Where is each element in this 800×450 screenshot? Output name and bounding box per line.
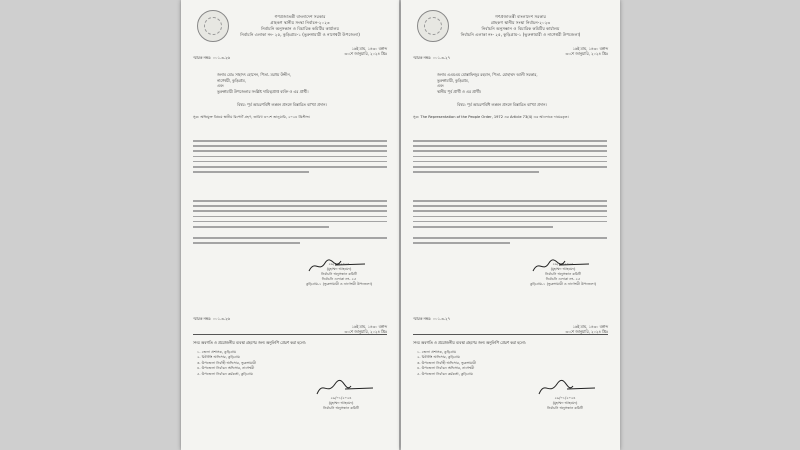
signature-block-2 bbox=[301, 396, 381, 411]
cc-list bbox=[417, 350, 587, 377]
footer-date-english: ৩০শে জানুয়ারি, ২০২৪ খ্রিঃ bbox=[344, 329, 387, 334]
footer-memo-number: স্মারক নম্বর: ০০১.৩-২৬ bbox=[193, 316, 230, 321]
addressee-line: ভুরুঙ্গামারী, কুড়িগ্রাম, bbox=[437, 77, 469, 83]
signature-image bbox=[533, 378, 603, 398]
signatory-title: কুড়িগ্রাম-১ (ভুরুঙ্গামারী ও নাগেশ্বরী উপজেলা) bbox=[529, 282, 597, 286]
signatory-name: (মুহাম্মদ আহমেদ) bbox=[552, 401, 578, 405]
letter-left bbox=[181, 0, 399, 450]
body-paragraph-1 bbox=[413, 140, 607, 176]
signature-date: ২৯/০১/২০২৪ bbox=[552, 262, 574, 266]
date-english: ৩০শে জানুয়ারি, ২০২৪ খ্রিঃ bbox=[344, 51, 387, 56]
footer-date-english: ৩০শে জানুয়ারি, ২০২৪ খ্রিঃ bbox=[565, 329, 608, 334]
addressee bbox=[437, 72, 587, 94]
header-line: নির্বাচনি অনুসন্ধান ও বিচারিক কমিটির কার্যালয় bbox=[261, 26, 339, 31]
header-line: গণপ্রজাতন্ত্রী বাংলাদেশ সরকার bbox=[495, 14, 546, 19]
signatory-title: নির্বাচনি এলাকা নং- ২৫ bbox=[545, 277, 581, 281]
date-block bbox=[327, 46, 387, 56]
date-bangla: ১৬ই মাঘ, ১৪৩০ বঙ্গাব্দ bbox=[351, 46, 387, 51]
letter-right bbox=[401, 0, 620, 450]
signature-date: ২৯/০১/২০২৪ bbox=[330, 396, 352, 400]
date-bangla: ১৬ই মাঘ, ১৪৩০ বঙ্গাব্দ bbox=[572, 46, 608, 51]
subject-line: বিষয়: পূর্ব আচরণবিধি লঙ্ঘন প্রসঙ্গে বিস্তারিত ব্যাখ্যা প্রদান। bbox=[237, 102, 327, 107]
signature-image bbox=[311, 378, 381, 398]
header-line: নির্বাচনি অনুসন্ধান ও বিচারিক কমিটির কার্যালয় bbox=[481, 26, 560, 31]
body-paragraph-2 bbox=[193, 200, 387, 231]
reference-line: সূত্র: The Representation of the People Order, 1972 এর Article 73(4) এর আলোকে দায়েরকৃত। bbox=[413, 115, 569, 119]
signatory-title: নির্বাচনি অনুসন্ধান কমিটি bbox=[545, 272, 581, 276]
cc-item: ৪. উপজেলা নির্বাচন অফিসার, নাগেশ্বরী bbox=[417, 366, 475, 371]
signature-date: ২৯/০১/২০২৪ bbox=[554, 396, 576, 400]
subject-line: বিষয়: পূর্ব আচরণবিধি লঙ্ঘন প্রসঙ্গে বিস্তারিত ব্যাখ্যা প্রদান। bbox=[457, 102, 547, 107]
addressee-line: জনাব মোঃ সাহাদৎ হোসেন, পিতা- মরহুম উদ্দীন, bbox=[217, 72, 291, 77]
reference-line: সূত্র: অভিযুক্ত বিষয়ে স্থানীয় রিপোর্ট গ্রহণ, তারিখ ৩০শে জানুয়ারি, ২০২৪ খ্রিস্টাব্দ। bbox=[193, 115, 311, 119]
background-left bbox=[0, 0, 180, 450]
cc-item: ৫. উপজেলা নির্বাচন কর্মকর্তা, কুড়িগ্রাম bbox=[197, 371, 253, 376]
cc-item: ২. রিটার্নিং অফিসার, কুড়িগ্রাম bbox=[417, 355, 460, 360]
footer-memo-number: স্মারক নম্বর: ০০১.৩-২৭ bbox=[413, 316, 450, 321]
signature-block-2 bbox=[525, 396, 605, 411]
header-line: গণপ্রজাতন্ত্রী বাংলাদেশ সরকার bbox=[274, 14, 326, 19]
header-line: নির্বাচনি এলাকা নং- ২৫, কুড়িগ্রাম-১ (ভুরুঙ্গামারী ও নাগেশ্বরী উপজেলা) bbox=[460, 32, 581, 37]
cc-item: ৩. উপজেলা নির্বাহী অফিসার, ভুরুঙ্গামারী bbox=[197, 360, 257, 365]
addressee-line: স্থানীয় পূর্ব প্রার্থী ও এর প্রার্থী। bbox=[437, 88, 482, 94]
signatory-title: কুড়িগ্রাম-১ (ভুরুঙ্গামারী ও নাগেশ্বরী উপজেলা) bbox=[305, 282, 373, 286]
body-paragraph-3 bbox=[193, 237, 387, 247]
cc-list bbox=[197, 350, 367, 377]
body-paragraph-1 bbox=[193, 140, 387, 176]
divider bbox=[193, 334, 387, 335]
cc-item: ৩. উপজেলা নির্বাহী অফিসার, ভুরুঙ্গামারী bbox=[417, 360, 477, 365]
signatory-name: (মুহাম্মদ আহমেদ) bbox=[550, 267, 576, 271]
addressee-line: জনাব এএমএম মোস্তাফিজুর রহমান, পিতা- মোহাম্মদ আলী সরকার, bbox=[437, 72, 538, 77]
footer-date-block bbox=[327, 324, 387, 334]
cc-title: সদয় অবগতি ও প্রয়োজনীয় ব্যবস্থা গ্রহণের জন্য অনুলিপি প্রেরণ করা হলো: bbox=[413, 340, 527, 345]
addressee-line: এবং bbox=[217, 83, 224, 88]
footer-date-bangla: ১৬ই মাঘ, ১৪৩০ বঙ্গাব্দ bbox=[572, 324, 608, 329]
signatory-title: নির্বাচনি এলাকা নং- ২৫ bbox=[321, 277, 357, 281]
cc-title: সদয় অবগতি ও প্রয়োজনীয় ব্যবস্থা গ্রহণের জন্য অনুলিপি প্রেরণ করা হলো: bbox=[193, 340, 307, 345]
divider bbox=[413, 334, 608, 335]
addressee bbox=[217, 72, 367, 94]
signatory-name: (মুহাম্মদ আহমেদ) bbox=[326, 267, 352, 271]
signatory-title: নির্বাচনি অনুসন্ধান কমিটি bbox=[547, 406, 583, 410]
background-right bbox=[620, 0, 800, 450]
body-paragraph-3 bbox=[413, 237, 607, 247]
signatory-name: (মুহাম্মদ আহমেদ) bbox=[328, 401, 354, 405]
memo-number: স্মারক নম্বর: ০০১.৩-২৬ bbox=[193, 55, 230, 60]
cc-item: ৫. উপজেলা নির্বাচন কর্মকর্তা, কুড়িগ্রাম bbox=[417, 371, 473, 376]
date-english: ৩০শে জানুয়ারি, ২০২৪ খ্রিঃ bbox=[565, 51, 608, 56]
cc-item: ৪. উপজেলা নির্বাচন অফিসার, নাগেশ্বরী bbox=[197, 366, 255, 371]
footer-date-block bbox=[548, 324, 608, 334]
footer-date-bangla: ১৬ই মাঘ, ১৪৩০ বঙ্গাব্দ bbox=[351, 324, 387, 329]
memo-number: স্মারক নম্বর: ০০১.৩-২৭ bbox=[413, 55, 450, 60]
header-line: গ্রাহকগ স্থানীয় সংস্থা নির্বাচন-২০২৩ bbox=[490, 20, 551, 25]
addressee-line: ভুরুঙ্গামারী উপজেলার সংশ্লিষ্ট দায়িত্বপ্রাপ্ত ব্যক্তি ও এর প্রার্থী। bbox=[217, 88, 309, 94]
signature-block bbox=[299, 262, 379, 287]
addressee-line: এবং bbox=[437, 83, 444, 88]
signature-date: ২৯/০১/২০২৪ bbox=[328, 262, 350, 266]
cc-item: ১. জেলা প্রশাসক, কুড়িগ্রাম bbox=[417, 350, 457, 354]
date-block bbox=[548, 46, 608, 56]
cc-item: ২. রিটার্নিং অফিসার, কুড়িগ্রাম bbox=[197, 355, 240, 360]
cc-item: ১. জেলা প্রশাসক, কুড়িগ্রাম bbox=[197, 350, 237, 354]
header-line: গ্রাহকগ স্থানীয় সংস্থা নির্বাচন-২০২৩ bbox=[270, 20, 330, 25]
body-paragraph-2 bbox=[413, 200, 607, 231]
signatory-title: নির্বাচনি অনুসন্ধান কমিটি bbox=[323, 406, 359, 410]
header-line: নির্বাচনি এলাকা নং- ২৫, কুড়িগ্রাম-১ (ভুরুঙ্গামারী ও নাগেশ্বরী উপজেলা) bbox=[240, 32, 360, 37]
signature-block bbox=[523, 262, 603, 287]
signatory-title: নির্বাচনি অনুসন্ধান কমিটি bbox=[321, 272, 357, 276]
addressee-line: নাগেশ্বরী, কুড়িগ্রাম, bbox=[217, 77, 246, 83]
